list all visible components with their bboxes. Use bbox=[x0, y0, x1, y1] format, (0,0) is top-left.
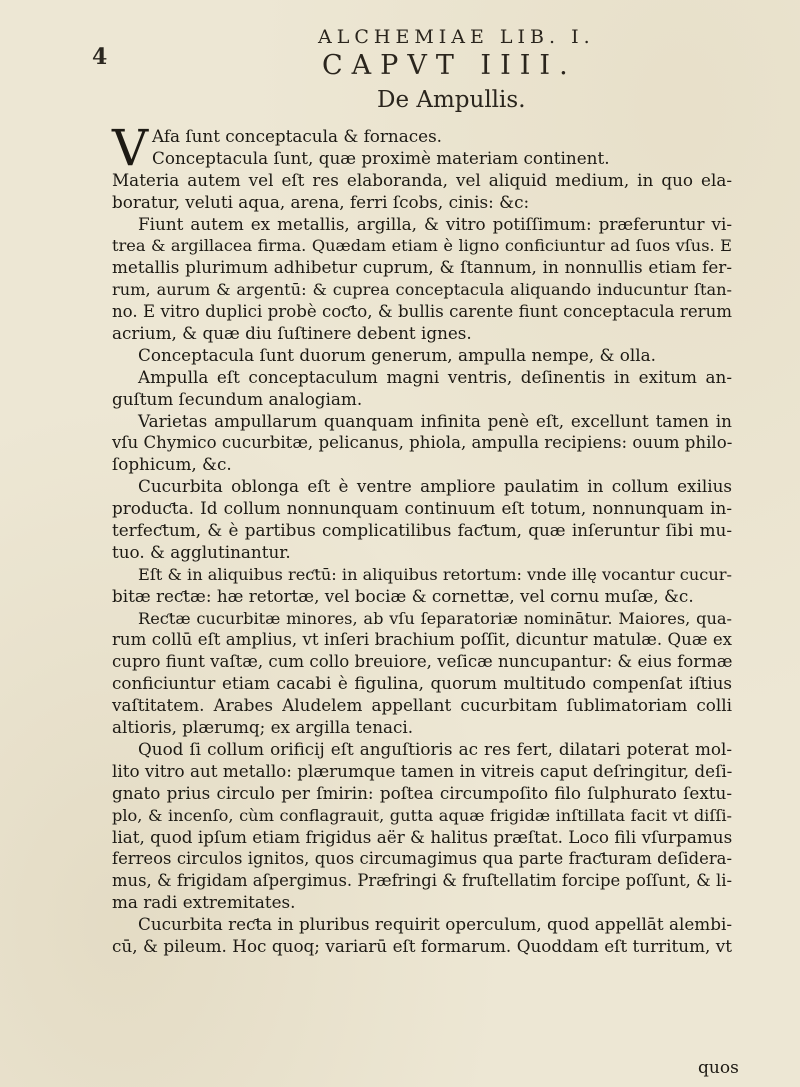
text-line: Varietas ampullarum quanquam infinita penè eſt, excellunt tamen in bbox=[138, 410, 732, 431]
text-line: mus, & frigidam aſpergimus. Præfringi & fruſtellatim forcipe poſſunt, & li- bbox=[112, 871, 732, 891]
text-line: vſu Chymico cucurbitæ, pelicanus, phiola, ampulla recipiens: ouum philo- bbox=[112, 433, 733, 453]
text-line: no. E vitro duplici probè coƈto, & bullis carente fiunt conceptacula rerum bbox=[112, 302, 732, 322]
text-line: boratur, veluti aqua, arena, ferri ſcobs, cinis: &c: bbox=[112, 191, 530, 212]
chapter-heading: CAPVT IIII. bbox=[322, 50, 577, 81]
text-line: Conceptacula ſunt, quæ proximè materiam continent. bbox=[152, 147, 610, 168]
text-line: Cucurbita reƈta in pluribus requirit operculum, quod appellāt alembi- bbox=[138, 914, 732, 935]
body-text bbox=[112, 119, 733, 958]
text-line: trea & argillacea firma. Quædam etiam è ligno conficiuntur ad ſuos vſus. E bbox=[112, 236, 732, 256]
text-line: Materia autem vel eſt res elaboranda, vel aliquid medium, in quo ela- bbox=[112, 169, 732, 190]
text-line: Ampulla eſt conceptaculum magni ventris, deſinentis in exitum an- bbox=[138, 366, 732, 387]
text-line: Afa ſunt conceptacula & fornaces. bbox=[152, 126, 443, 146]
catchword: quos bbox=[698, 1058, 739, 1078]
text-line: guſtum ſecundum analogiam. bbox=[112, 388, 363, 409]
text-line: gnato prius circulo per ſmirin: poſtea circumpoſito filo ſulphurato ſextu- bbox=[112, 782, 732, 803]
text-line: lito vitro aut metallo: plærumque tamen in vitreis caput deſringitur, deſi- bbox=[112, 760, 733, 781]
text-line: acrium, & quæ diu ſuſtinere debent ignes. bbox=[112, 323, 472, 344]
text-line: rum, aurum & argentū: & cuprea conceptacula aliquando inducuntur ſtan- bbox=[112, 280, 732, 300]
text-line: liat, quod ipſum etiam frigidus aër & halitus præſtat. Loco fili vſurpamus bbox=[112, 826, 733, 847]
text-line: ma radi extremitates. bbox=[112, 892, 296, 913]
running-head: ALCHEMIAE LIB. I. bbox=[318, 26, 595, 48]
text-line: conficiuntur etiam cacabi è figulina, quorum multitudo compenſat iſtius bbox=[112, 673, 732, 694]
text-line: bitæ reƈtæ: hæ retortæ, vel bociæ & cornettæ, vel cornu muſæ, &c. bbox=[112, 585, 694, 606]
text-line: Reƈtæ cucurbitæ minores, ab vſu ſeparatoriæ nominātur. Maiores, qua- bbox=[138, 608, 732, 628]
text-line: Eſt & in aliquibus reƈtū: in aliquibus retortum: vnde illę vocantur cucur- bbox=[138, 564, 732, 584]
text-line: produƈta. Id collum nonnunquam continuum eſt totum, nonnunquam in- bbox=[112, 498, 732, 519]
text-line: metallis plurimum adhibetur cuprum, & ſtannum, in nonnullis etiam fer- bbox=[112, 257, 732, 278]
page-number: 4 bbox=[92, 44, 108, 70]
chapter-title: De Ampullis. bbox=[377, 87, 526, 113]
text-line: altioris, plærumq; ex argilla tenaci. bbox=[112, 717, 414, 738]
text-line: terfeƈtum, & è partibus complicatilibus faƈtum, quæ inſeruntur ſibi mu- bbox=[112, 520, 732, 541]
text-line: cū, & pileum. Hoc quoq; variarū eſt formarum. Quoddam eſt turritum, vt bbox=[112, 935, 732, 956]
text-line: plo, & incenſo, cùm conflagrauit, gutta aquæ frigidæ inſtillata facit vt diſſi- bbox=[112, 805, 732, 825]
text-line: Cucurbita oblonga eſt è ventre ampliore paulatim in collum exilius bbox=[138, 476, 732, 497]
text-line: ſophicum, &c. bbox=[112, 454, 232, 475]
text-line: ferreos circulos ignitos, quos circumagimus qua parte fraƈturam deſidera- bbox=[112, 849, 732, 869]
text-line: Quod ſi collum orificij eſt anguſtioris ac res fert, dilatari poterat mol- bbox=[138, 738, 732, 759]
text-line: cupro fiunt vaſtæ, cum collo breuiore, veſicæ nuncupantur: & eius formæ bbox=[112, 652, 733, 672]
text-line: Conceptacula ſunt duorum generum, ampulla nempe, & olla. bbox=[138, 344, 656, 365]
text-line: vaſtitatem. Arabes Aludelem appellant cucurbitam ſublimatoriam colli bbox=[112, 695, 732, 716]
text-line: tuo. & agglutinantur. bbox=[112, 541, 291, 562]
text-line: rum collū eſt amplius, vt inſeri brachium poſſit, dicuntur matulæ. Quæ ex bbox=[112, 630, 732, 650]
text-line: Fiunt autem ex metallis, argilla, & vitro potiſſimum: præferuntur vi- bbox=[138, 213, 732, 234]
drop-cap: V bbox=[112, 119, 149, 177]
